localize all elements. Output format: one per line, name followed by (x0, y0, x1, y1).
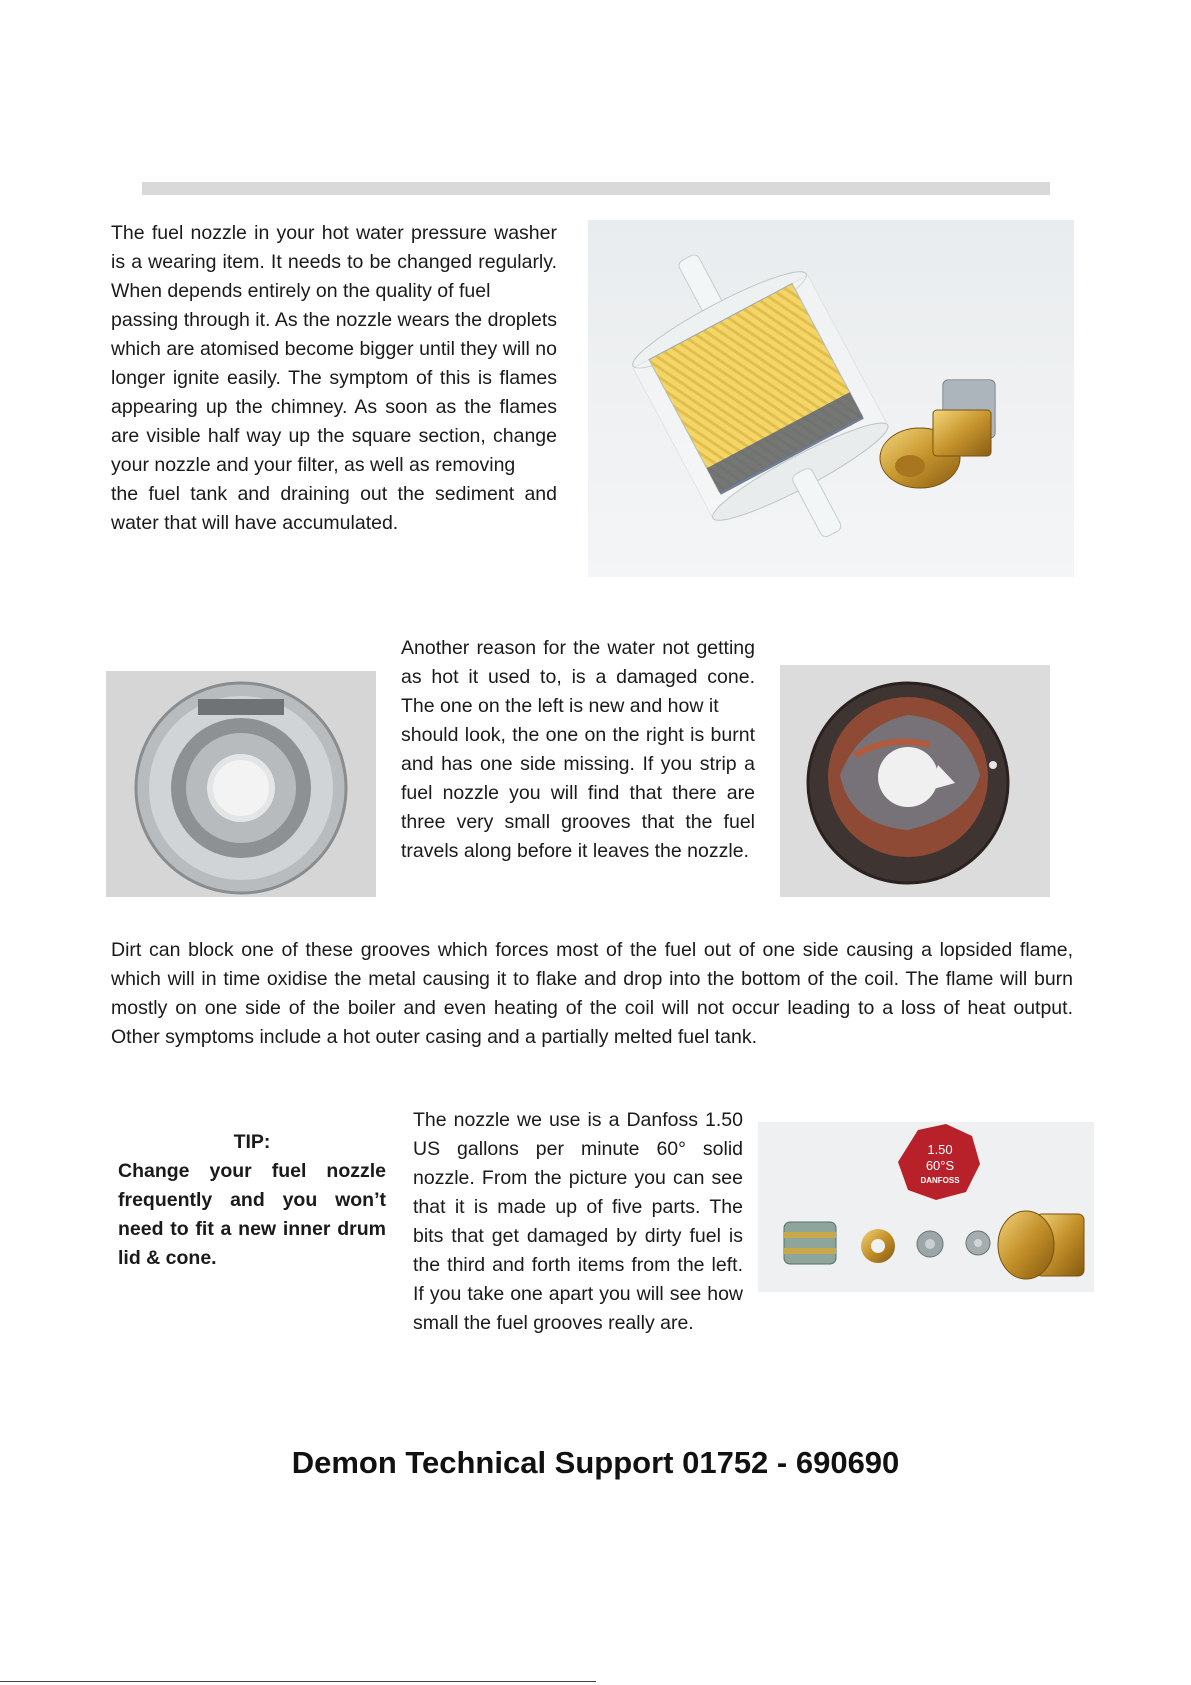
cone-paragraph-2: should look, the one on the right is burnt and has one side missing. If you strip a fuel nozzle you will find that there are three very small grooves that the fuel travels along before it leaves the nozzle. (401, 724, 755, 862)
burnt-cone-photo (780, 665, 1050, 897)
dirt-text (111, 936, 1073, 1052)
danfoss-paragraph: The nozzle we use is a Danfoss 1.50 US gallons per minute 60° solid nozzle. From the picture you can see that it is made up of five parts. The bits that get damaged by dirty fuel is the third and forth items from the left. If you take one apart you will see how small the fuel grooves really are. (413, 1109, 743, 1334)
dirt-paragraph: Dirt can block one of these grooves which forces most of the fuel out of one side causing a lopsided flame, which will in time oxidise the metal causing it to flake and drop into the bottom of the coil. The flame will burn mostly on one side of the boiler and even heating of the coil will not occur leading to a loss of heat output. Other symptoms include a hot outer casing and a partially melted fuel tank. (111, 939, 1073, 1048)
badge-line-1: 1.50 (927, 1142, 953, 1157)
intro-paragraph-2: passing through it. As the nozzle wears the droplets which are atomised become bigger until they will no longer ignite easily. The symptom of this is flames appearing up the chimney. As soon as the flames are visible half way up the square section, change your nozzle and your filter, as well as removing (111, 309, 557, 476)
nozzle-parts-photo (758, 1122, 1094, 1292)
fuel-filter-photo (588, 220, 1074, 577)
cone-text (401, 634, 755, 866)
intro-paragraph-1: The fuel nozzle in your hot water pressure washer is a wearing item. It needs to be changed regularly. When depends entirely on the quality of fuel (111, 222, 557, 302)
tip-heading: TIP: (233, 1131, 271, 1153)
danfoss-text (413, 1106, 743, 1338)
footer-support-line: Demon Technical Support 01752 - 690690 (291, 1445, 900, 1480)
tip-body: Change your fuel nozzle frequently and you won’t need to fit a new inner drum lid & cone. (118, 1160, 386, 1269)
intro-paragraph-3: the fuel tank and draining out the sediment and water that will have accumulated. (111, 483, 557, 534)
cone-paragraph-1: Another reason for the water not getting as hot it used to, is a damaged cone. The one on the left is new and how it (401, 637, 755, 717)
tip-box (118, 1128, 386, 1273)
bottom-divider (0, 1681, 596, 1682)
badge-line-2: 60°S (925, 1158, 955, 1173)
header-rule (142, 182, 1050, 195)
intro-text (111, 219, 557, 538)
new-cone-photo (106, 671, 376, 897)
badge-line-3: DANFOSS (920, 1176, 960, 1185)
